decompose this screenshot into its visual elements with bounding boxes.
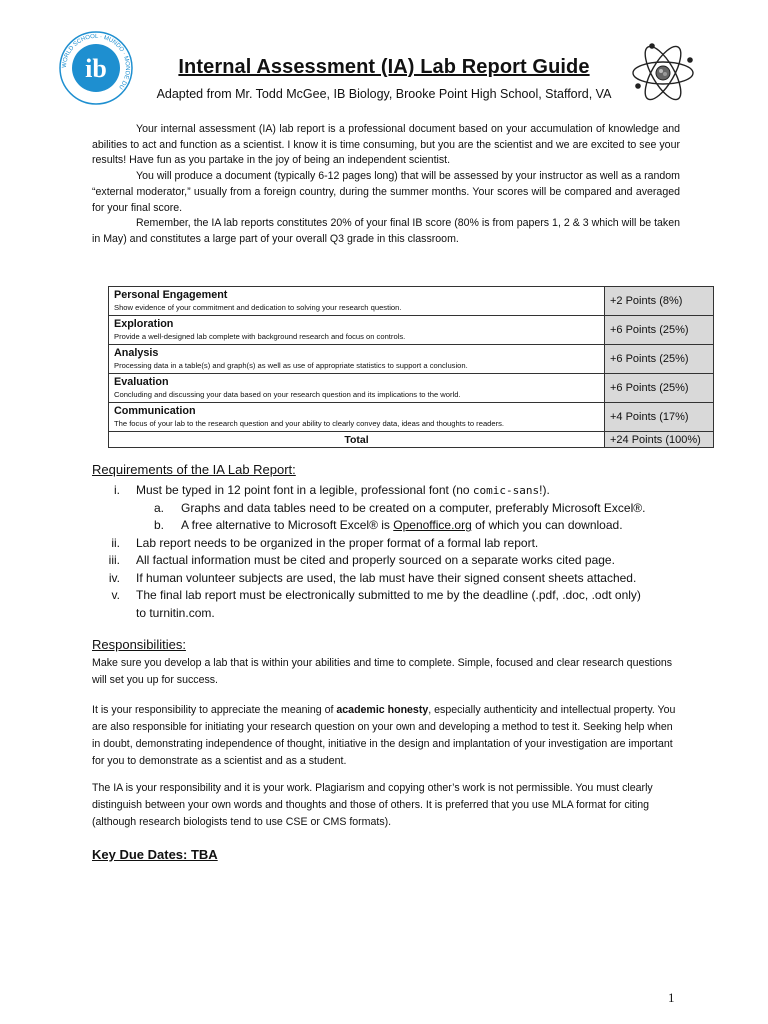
table-total-row xyxy=(109,432,714,448)
list-text xyxy=(181,517,623,535)
responsibilities-paragraph xyxy=(92,702,682,770)
table-row xyxy=(109,345,714,374)
page-number: 1 xyxy=(668,990,675,1005)
table-row xyxy=(109,287,714,316)
criterion-points: +4 Points (17%) xyxy=(605,403,714,432)
intro-paragraph: Remember, the IA lab reports constitutes 20% of your final IB score (80% is from papers 1, 2 & 3 which will be taken in May) and constitutes a large part of your overall Q3 grade in this classroom. xyxy=(92,217,680,245)
table-row xyxy=(109,316,714,345)
criterion-cell xyxy=(109,403,605,432)
criterion-name: Communication xyxy=(114,405,196,417)
paragraph-text xyxy=(92,702,682,770)
intro-paragraph: You will produce a document (typically 6-12 pages long) that will be assessed by your instructor as well as a random “external moderator,” usually from a foreign country, during the summer months. Your scores will be compared and averaged for your final score. xyxy=(92,170,680,214)
page-title: Internal Assessment (IA) Lab Report Guide xyxy=(178,56,590,78)
list-text: The final lab report must be electronically submitted to me by the deadline (.pdf, .doc, .odt only) xyxy=(136,588,641,602)
list-item xyxy=(92,500,692,518)
requirements-list xyxy=(92,482,692,622)
criterion-description: The focus of your lab to the research question and your ability to clearly convey data, ideas and thoughts to readers. xyxy=(114,419,505,428)
responsibilities-paragraph xyxy=(92,780,682,831)
criterion-points: +6 Points (25%) xyxy=(605,345,714,374)
table-row xyxy=(109,374,714,403)
list-text: If human volunteer subjects are used, the lab must have their signed consent sheets attached. xyxy=(136,570,637,585)
paragraph-text: , especially authenticity and intellectual property. You are also responsible for initiating your research question on your own and developing a method to test it. Seeking help when in doubt, demonstrating independence of thought, initiative in the design and implantation of your investigation are important for you to demonstrate as a scientist and as a student. xyxy=(92,704,676,767)
logo-ring-text: WORLD SCHOOL · MUNDO · MONDE DU xyxy=(61,33,131,90)
responsibilities-heading: Responsibilities: xyxy=(92,637,186,652)
rubric-table xyxy=(108,286,714,448)
criterion-points: +6 Points (25%) xyxy=(605,316,714,345)
key-due-dates: Key Due Dates: TBA xyxy=(92,847,218,862)
criterion-name: Personal Engagement xyxy=(114,289,228,301)
table-row xyxy=(109,403,714,432)
criterion-description: Provide a well-designed lab complete with background research and focus on controls. xyxy=(114,332,406,341)
criterion-description: Show evidence of your commitment and dedication to solving your research question. xyxy=(114,303,402,312)
item-text: of which you can download. xyxy=(471,518,623,532)
list-item xyxy=(92,517,692,535)
criterion-cell xyxy=(109,287,605,316)
criterion-name: Analysis xyxy=(114,347,159,359)
criterion-cell xyxy=(109,316,605,345)
list-text: Lab report needs to be organized in the proper format of a formal lab report. xyxy=(136,535,539,550)
comic-sans-text: comic-sans xyxy=(472,484,540,497)
criterion-cell xyxy=(109,345,605,374)
list-letter: b. xyxy=(153,518,164,532)
list-text: Graphs and data tables need to be created on a computer, preferably Microsoft Excel®. xyxy=(181,500,646,515)
page-subtitle: Adapted from Mr. Todd McGee, IB Biology, Brooke Point High School, Stafford, VA xyxy=(156,87,612,101)
list-item-continuation xyxy=(92,605,692,623)
item-text: Must be typed in 12 point font in a legible, professional font (no xyxy=(136,483,473,497)
openoffice-link[interactable]: Openoffice.org xyxy=(393,518,472,532)
list-number: ii. xyxy=(111,535,120,550)
paragraph-text: The IA is your responsibility and it is your work. Plagiarism and copying other’s work is not permissible. You must clearly distinguish between your own words and thoughts and those of others. It is preferred that you use MLA format for citing (although research biologists tend to use CSE or CMS formats). xyxy=(92,782,653,828)
list-number: iii. xyxy=(108,553,120,567)
list-item xyxy=(92,587,692,605)
requirements-heading: Requirements of the IA Lab Report: xyxy=(92,462,296,477)
list-number: v. xyxy=(111,588,120,602)
responsibilities-paragraph xyxy=(92,655,682,689)
list-item xyxy=(92,482,692,500)
criterion-name: Exploration xyxy=(114,318,174,330)
academic-honesty-text: academic honesty xyxy=(336,704,429,716)
list-letter: a. xyxy=(153,500,164,515)
criterion-points: +2 Points (8%) xyxy=(605,287,714,316)
criterion-cell xyxy=(109,374,605,403)
list-text xyxy=(136,482,550,500)
list-item xyxy=(92,570,692,588)
list-item xyxy=(92,535,692,553)
list-text: All factual information must be cited and properly sourced on a separate works cited page. xyxy=(136,553,615,567)
criterion-description: Concluding and discussing your data based on your research question and its implications to the world. xyxy=(114,390,461,399)
criterion-description: Processing data in a table(s) and graph(s) as well as use of appropriate statistics to support a conclusion. xyxy=(114,361,468,370)
paragraph-text: Make sure you develop a lab that is within your abilities and time to complete. Simple, focused and clear research questions will set you up for success. xyxy=(92,657,673,686)
criterion-name: Evaluation xyxy=(114,376,169,388)
list-number: iv. xyxy=(108,570,120,585)
paragraph-text: It is your responsibility to appreciate the meaning of xyxy=(92,704,337,716)
list-text: to turnitin.com. xyxy=(136,605,215,620)
total-label: Total xyxy=(109,432,605,448)
item-text: A free alternative to Microsoft Excel® is xyxy=(181,518,394,532)
item-text: !). xyxy=(539,483,550,497)
list-item xyxy=(92,552,692,570)
list-number: i. xyxy=(114,483,120,497)
total-points: +24 Points (100%) xyxy=(605,432,714,448)
logo-text: ib xyxy=(85,54,107,83)
intro-paragraph: Your internal assessment (IA) lab report is a professional document based on your accumulation of knowledge and abilities to act and function as a scientist. I know it is time consuming, but you are the scientist and we are excited to see your results! Have fun as you partake in the joy of being an independent scientist. xyxy=(92,123,680,167)
criterion-points: +6 Points (25%) xyxy=(605,374,714,403)
intro-section xyxy=(92,122,680,248)
